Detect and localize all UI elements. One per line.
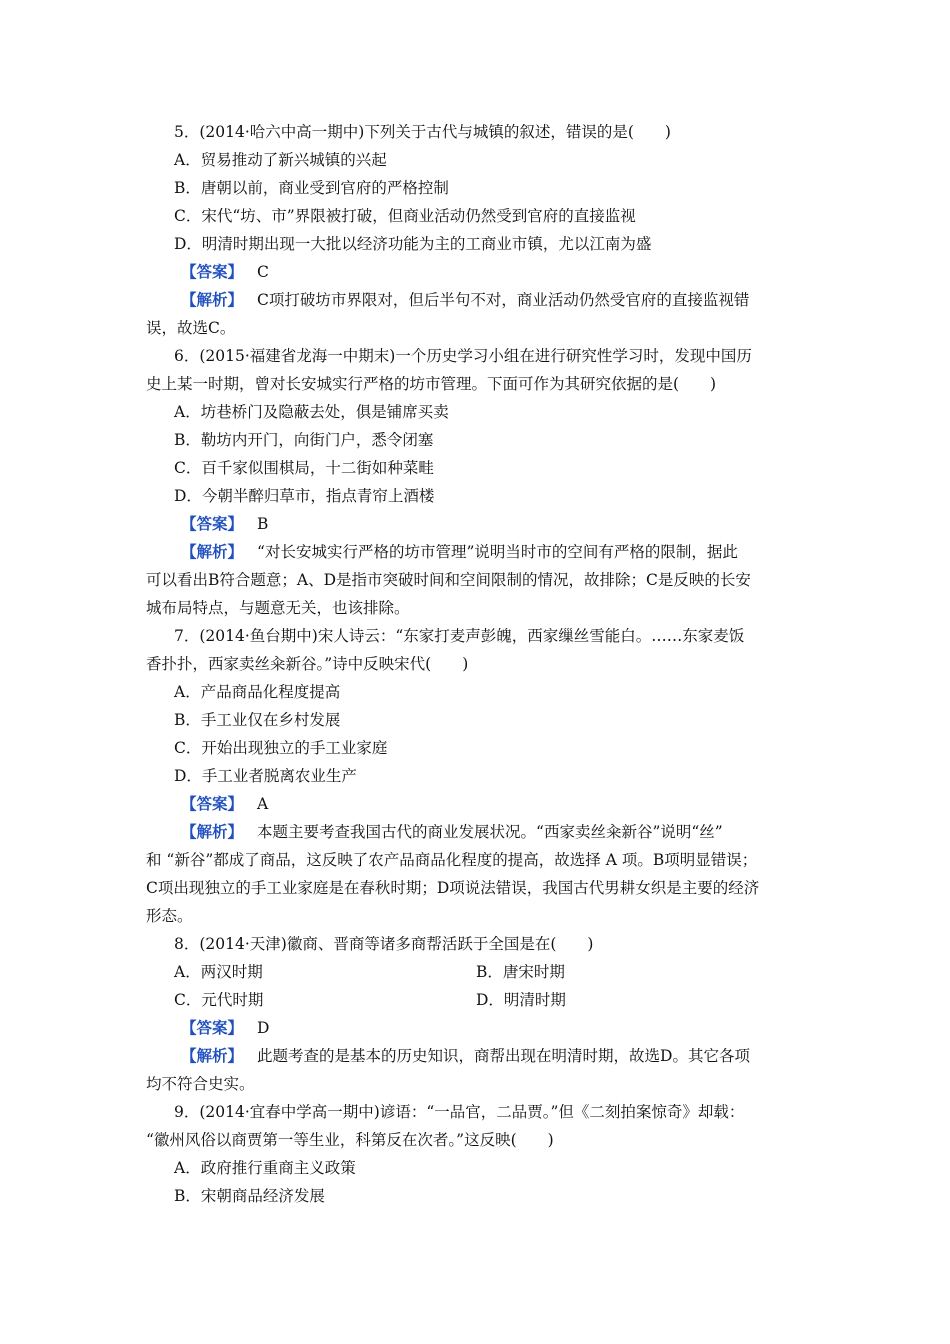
analysis-line bbox=[181, 822, 723, 842]
option-c: C．开始出现独立的手工业家庭 bbox=[174, 739, 388, 757]
option-a: A．产品商品化程度提高 bbox=[174, 683, 341, 701]
analysis-text: 本题主要考查我国古代的商业发展状况。“西家卖丝籴新谷”说明“丝” bbox=[257, 823, 723, 841]
option-a: A．坊巷桥门及隐蔽去处，俱是铺席买卖 bbox=[174, 403, 449, 421]
question-stem: 6．(2015·福建省龙海一中期末)一个历史学习小组在进行研究性学习时，发现中国历 bbox=[174, 347, 752, 365]
question-stem: “徽州风俗以商贾第一等生业，科第反在次者。”这反映( ) bbox=[146, 1131, 554, 1149]
analysis-tag: 【解析】 bbox=[181, 822, 244, 841]
option-b: B．宋朝商品经济发展 bbox=[174, 1187, 325, 1205]
analysis-text: 均不符合史实。 bbox=[146, 1075, 255, 1093]
answer-line bbox=[181, 514, 268, 534]
answer-line bbox=[181, 794, 268, 814]
answer-value: D bbox=[257, 1019, 270, 1037]
option-d: D．明清时期 bbox=[476, 991, 566, 1009]
option-b: B．手工业仅在乡村发展 bbox=[174, 711, 341, 729]
analysis-tag: 【解析】 bbox=[181, 542, 244, 561]
answer-value: B bbox=[257, 515, 269, 533]
analysis-text: 可以看出B符合题意；A、D是指市突破时间和空间限制的情况，故排除；C是反映的长安 bbox=[146, 571, 751, 589]
option-c: C．元代时期 bbox=[174, 991, 264, 1009]
option-d: D．手工业者脱离农业生产 bbox=[174, 767, 357, 785]
option-b: B．唐朝以前，商业受到官府的严格控制 bbox=[174, 179, 449, 197]
answer-tag: 【答案】 bbox=[181, 794, 244, 813]
analysis-text: “对长安城实行严格的坊市管理”说明当时市的空间有严格的限制，据此 bbox=[257, 543, 738, 561]
answer-tag: 【答案】 bbox=[181, 514, 244, 533]
analysis-line bbox=[181, 1046, 750, 1066]
option-c: C．百千家似围棋局，十二街如种菜畦 bbox=[174, 459, 434, 477]
question-stem: 7．(2014·鱼台期中)宋人诗云：“东家打麦声彭魄，西家缫丝雪能白。……东家麦饭 bbox=[174, 627, 745, 645]
analysis-tag: 【解析】 bbox=[181, 290, 244, 309]
answer-line bbox=[181, 1018, 269, 1038]
option-d: D．今朝半醉归草市，指点青帘上酒楼 bbox=[174, 487, 435, 505]
answer-value: C bbox=[257, 263, 269, 281]
answer-tag: 【答案】 bbox=[181, 262, 244, 281]
option-a: A．贸易推动了新兴城镇的兴起 bbox=[174, 151, 387, 169]
analysis-text: 误，故选C。 bbox=[146, 319, 236, 337]
option-a: A．两汉时期 bbox=[174, 963, 263, 981]
answer-tag: 【答案】 bbox=[181, 1018, 244, 1037]
question-stem: 5．(2014·哈六中高一期中)下列关于古代与城镇的叙述，错误的是( ) bbox=[174, 123, 671, 141]
option-d: D．明清时期出现一大批以经济功能为主的工商业市镇，尤以江南为盛 bbox=[174, 235, 652, 253]
analysis-line bbox=[181, 290, 749, 310]
question-stem: 9．(2014·宜春中学高一期中)谚语：“一品官，二品贾。”但《二刻拍案惊奇》却载： bbox=[174, 1103, 745, 1121]
analysis-text: C项出现独立的手工业家庭是在春秋时期；D项说法错误，我国古代男耕女织是主要的经济 bbox=[146, 879, 760, 897]
analysis-text: 形态。 bbox=[146, 907, 193, 925]
analysis-text: 和 “新谷”都成了商品，这反映了农产品商品化程度的提高，故选择 A 项。B项明显错误； bbox=[146, 851, 758, 869]
analysis-text: C项打破坊市界限对，但后半句不对，商业活动仍然受官府的直接监视错 bbox=[257, 291, 750, 309]
option-a: A．政府推行重商主义政策 bbox=[174, 1159, 356, 1177]
question-stem: 香扑扑，西家卖丝籴新谷。”诗中反映宋代( ) bbox=[146, 655, 469, 673]
option-c: C．宋代“坊、市”界限被打破，但商业活动仍然受到官府的直接监视 bbox=[174, 207, 636, 225]
analysis-text: 此题考查的是基本的历史知识，商帮出现在明清时期，故选D。其它各项 bbox=[257, 1047, 750, 1065]
analysis-tag: 【解析】 bbox=[181, 1046, 244, 1065]
answer-value: A bbox=[257, 795, 269, 813]
analysis-line bbox=[181, 542, 738, 562]
analysis-text: 城布局特点，与题意无关，也该排除。 bbox=[146, 599, 410, 617]
question-stem: 8．(2014·天津)徽商、晋商等诸多商帮活跃于全国是在( ) bbox=[174, 935, 594, 953]
answer-line bbox=[181, 262, 269, 282]
question-stem: 史上某一时期，曾对长安城实行严格的坊市管理。下面可作为其研究依据的是( ) bbox=[146, 375, 717, 393]
option-b: B．唐宋时期 bbox=[476, 963, 565, 981]
option-b: B．勒坊内开门，向街门户，悉令闭塞 bbox=[174, 431, 434, 449]
